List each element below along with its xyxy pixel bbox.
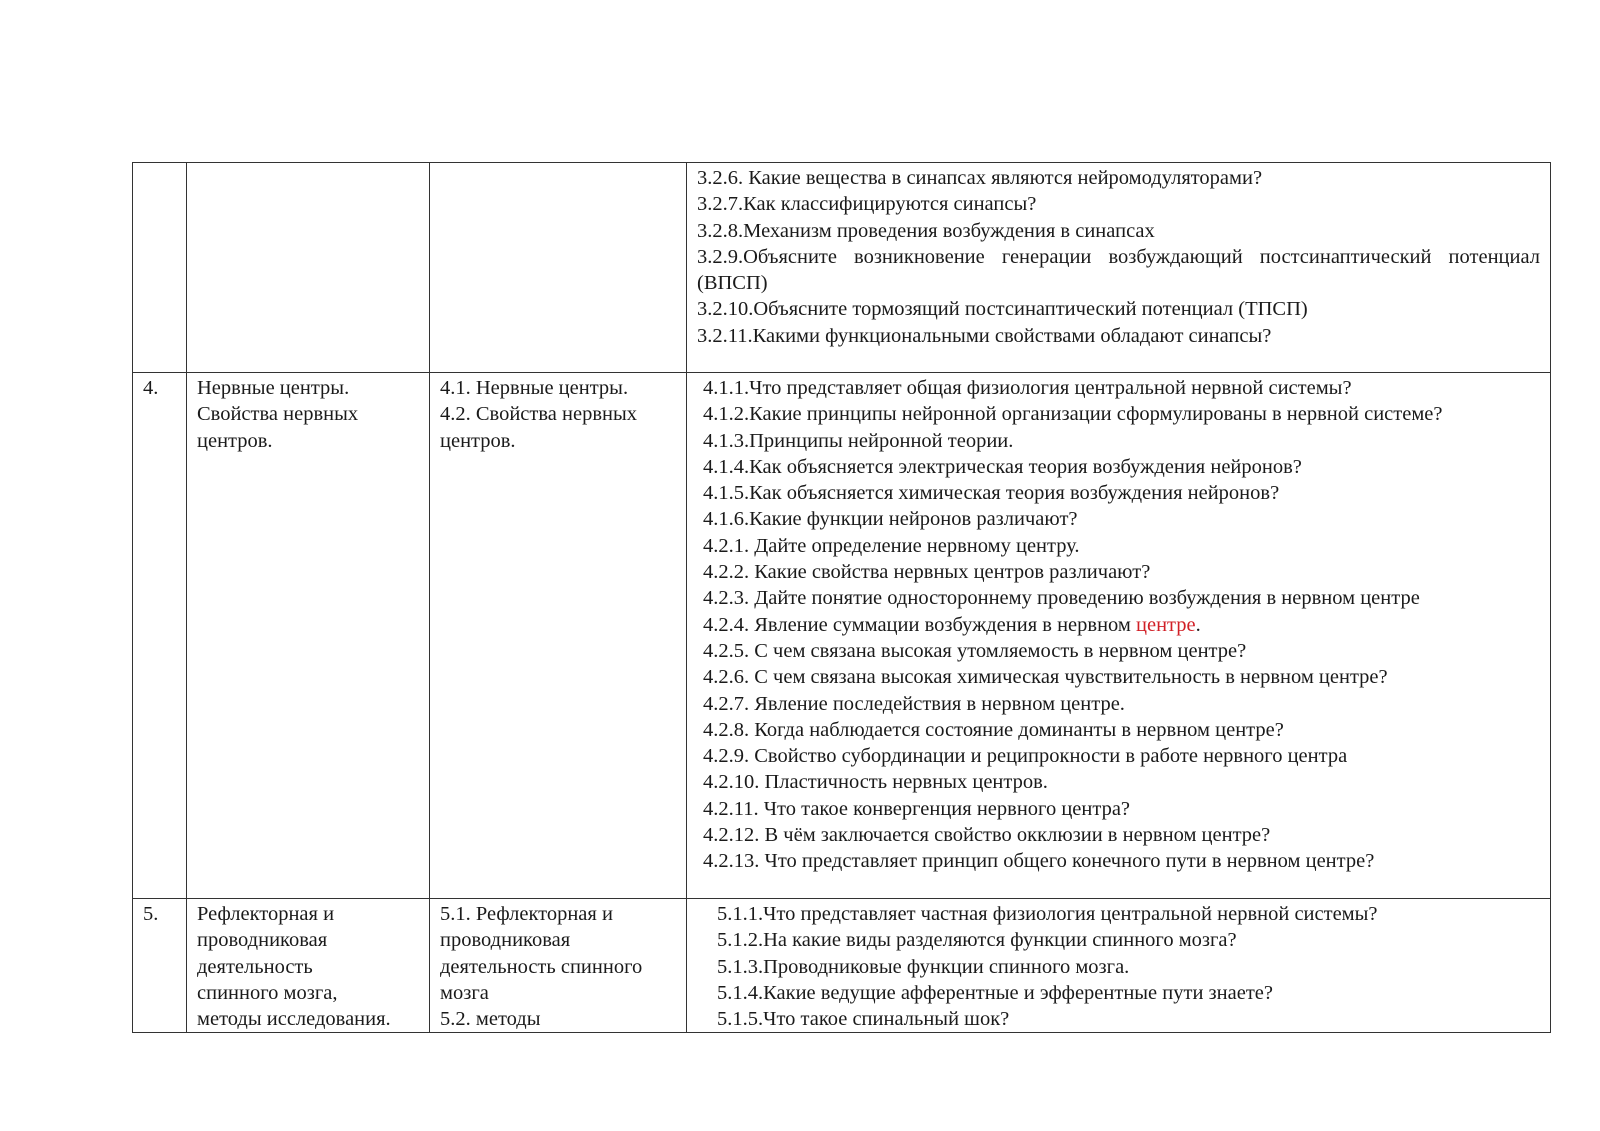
subtopic-line: 4.2. Свойства нервных [440, 403, 637, 426]
subtopic-cell [430, 899, 687, 1033]
question-item: 4.2.7. Явление последействия в нервном центре. [703, 692, 1125, 715]
topic-line: проводниковая [197, 929, 328, 952]
row-number: 4. [143, 377, 159, 399]
topic-cell [187, 373, 430, 899]
topic-line: Рефлекторная и [197, 903, 335, 925]
subtopic-line: мозга [440, 981, 489, 1004]
subtopic-cell [430, 163, 687, 373]
question-text: 4.2.4. Явление суммации возбуждения в нервном [703, 613, 1137, 636]
question-item: 4.2.2. Какие свойства нервных центров различают? [703, 561, 1151, 584]
question-item: 4.2.11. Что такое конвергенция нервного центра? [703, 797, 1131, 820]
subtopic-line: 5.2. методы [440, 1008, 541, 1031]
question-item: 4.2.1. Дайте определение нервному центру. [703, 534, 1080, 557]
question-item: 3.2.10.Объясните тормозящий постсинаптический потенциал (ТПСП) [697, 298, 1308, 321]
subtopic-line: 5.1. Рефлекторная и [440, 903, 613, 925]
topic-cell [187, 163, 430, 373]
question-item: 4.2.6. С чем связана высокая химическая чувствительность в нервном центре? [703, 666, 1388, 689]
topic-cell [187, 899, 430, 1033]
question-item [703, 612, 1540, 638]
topic-line: методы исследования. [197, 1008, 391, 1031]
row-number-cell [133, 373, 187, 899]
question-item: 3.2.9.Объясните возникновение генерации возбуждающий постсинаптический потенциал (ВПСП) [697, 245, 1540, 295]
row-number-cell [133, 163, 187, 373]
topic-line: Нервные центры. [197, 377, 350, 399]
question-item: 4.2.13. Что представляет принцип общего конечного пути в нервном центре? [703, 850, 1375, 873]
question-item: 4.1.4.Как объясняется электрическая теория возбуждения нейронов? [703, 455, 1302, 478]
question-item: 4.2.8. Когда наблюдается состояние доминанты в нервном центре? [703, 718, 1284, 741]
question-item: 4.1.6.Какие функции нейронов различают? [703, 508, 1078, 531]
question-item: 4.1.1.Что представляет общая физиология центральной нервной системы? [703, 377, 1352, 399]
question-item: 5.1.4.Какие ведущие афферентные и эфферентные пути знаете? [717, 981, 1273, 1004]
question-item: 3.2.6. Какие вещества в синапсах являются нейромодуляторами? [697, 167, 1263, 189]
questions-table [132, 162, 1551, 1033]
question-item: 5.1.3.Проводниковые функции спинного мозга. [717, 955, 1130, 978]
question-tail: . [1195, 613, 1201, 636]
subtopic-line: центров. [440, 429, 516, 452]
question-item: 4.1.2.Какие принципы нейронной организации сформулированы в нервной системе? [703, 403, 1443, 426]
row-number-cell [133, 899, 187, 1033]
subtopic-cell [430, 373, 687, 899]
question-item: 4.1.3.Принципы нейронной теории. [703, 429, 1014, 452]
question-item: 3.2.11.Какими функциональными свойствами обладают синапсы? [697, 324, 1272, 347]
question-item: 4.2.9. Свойство субординации и реципрокности в работе нервного центра [703, 745, 1348, 768]
subtopic-line: проводниковая [440, 929, 571, 952]
topic-line: спинного мозга, [197, 981, 338, 1004]
question-item: 3.2.7.Как классифицируются синапсы? [697, 193, 1037, 216]
question-item: 5.1.5.Что такое спинальный шок? [717, 1008, 1010, 1031]
questions-cell [687, 899, 1551, 1033]
question-item: 4.2.3. Дайте понятие одностороннему проведению возбуждения в нервном центре [703, 587, 1420, 610]
question-item: 4.2.12. В чём заключается свойство окклюзии в нервном центре? [703, 824, 1271, 847]
subtopic-line: 4.1. Нервные центры. [440, 377, 629, 399]
question-item: 3.2.8.Механизм проведения возбуждения в синапсах [697, 219, 1155, 242]
table-row [133, 373, 1551, 899]
subtopic-line: деятельность спинного [440, 955, 643, 978]
table-row [133, 899, 1551, 1033]
question-item: 5.1.2.На какие виды разделяются функции спинного мозга? [717, 929, 1237, 952]
questions-cell [687, 163, 1551, 373]
questions-cell [687, 373, 1551, 899]
question-item: 4.1.5.Как объясняется химическая теория возбуждения нейронов? [703, 482, 1280, 505]
topic-line: центров. [197, 429, 273, 452]
topic-line: Свойства нервных [197, 403, 359, 426]
topic-line: деятельность [197, 955, 313, 978]
table-row [133, 163, 1551, 373]
row-number: 5. [143, 903, 159, 925]
highlighted-word: центре [1136, 613, 1196, 636]
question-item: 4.2.5. С чем связана высокая утомляемость в нервном центре? [703, 639, 1247, 662]
question-item: 4.2.10. Пластичность нервных центров. [703, 771, 1048, 794]
question-item: 5.1.1.Что представляет частная физиология центральной нервной системы? [717, 903, 1378, 925]
